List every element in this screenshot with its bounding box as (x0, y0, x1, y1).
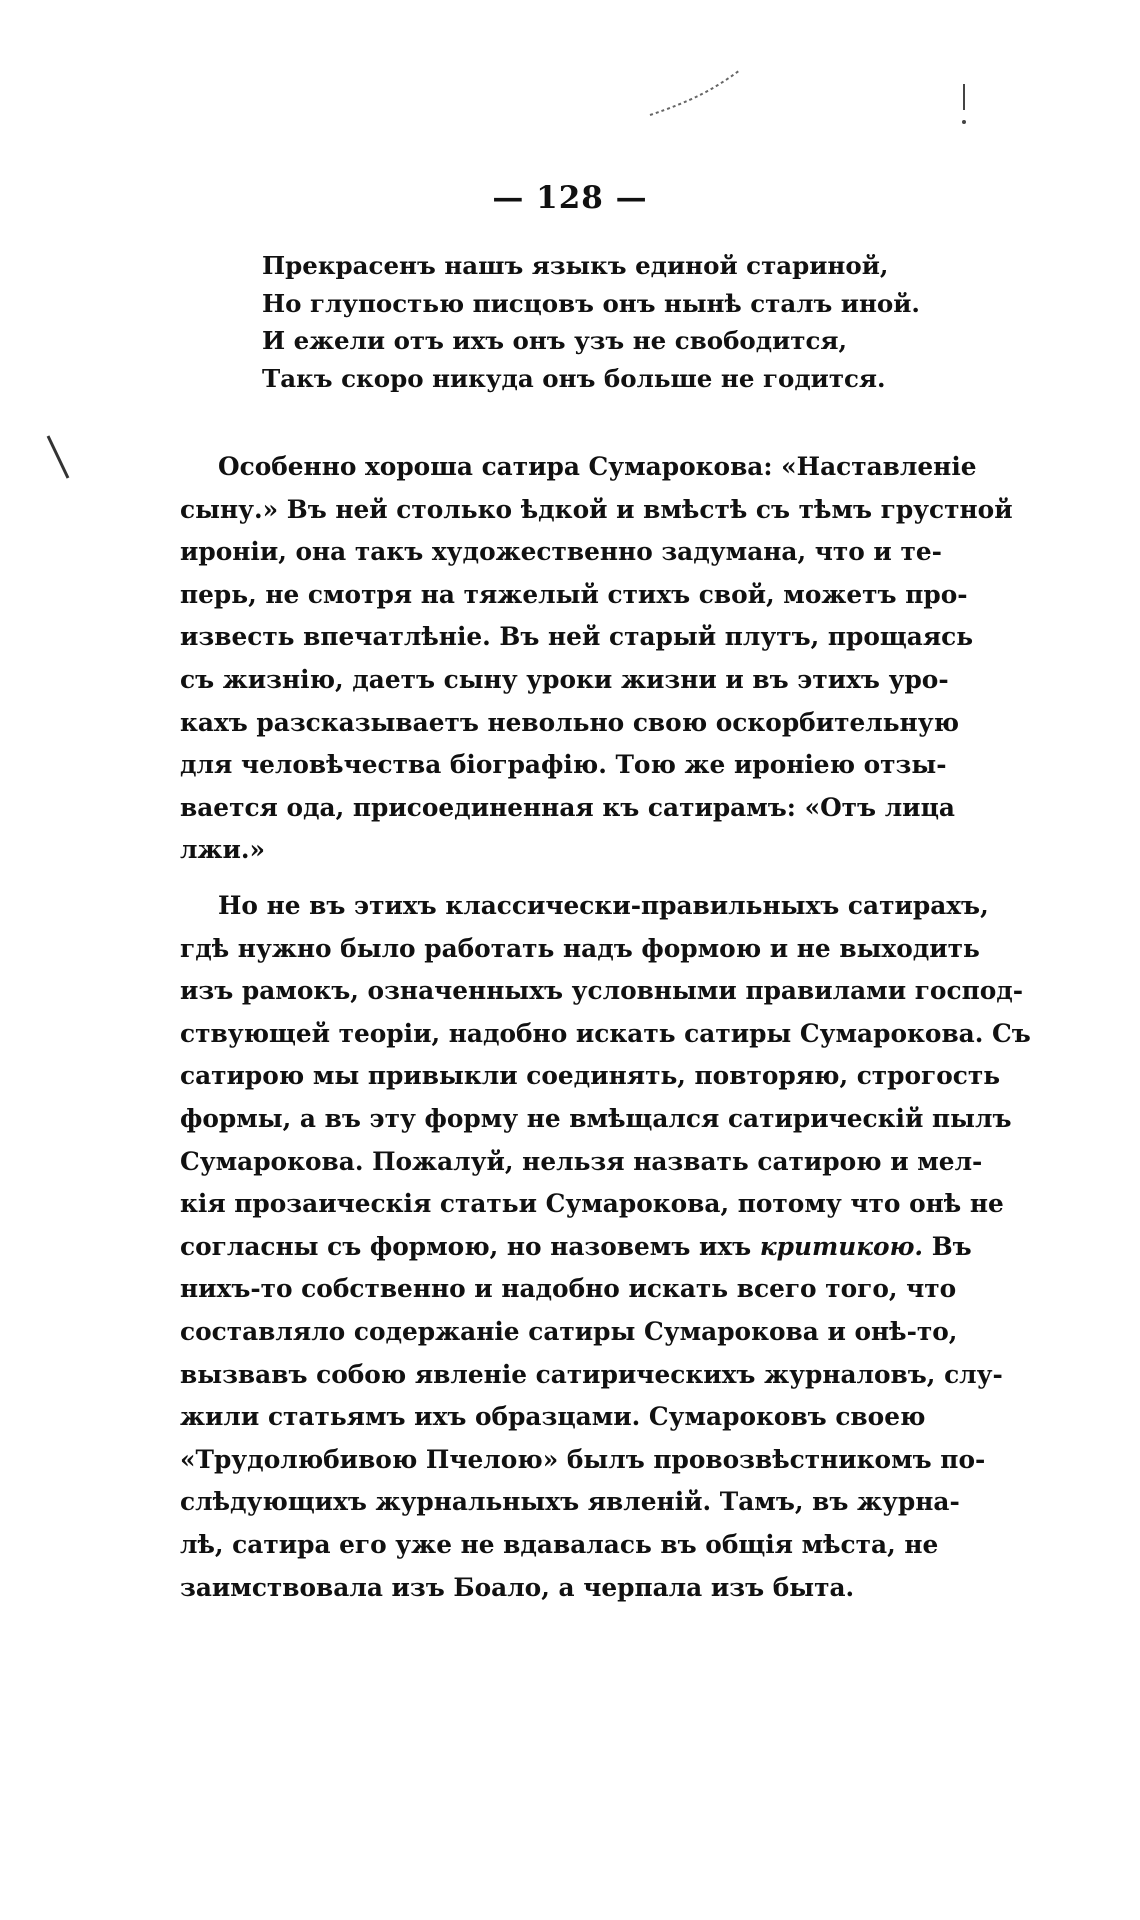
italic-term: критикою. (759, 1231, 924, 1261)
text-line: известь впечатлѣніе. Въ ней старый плутъ, прощаясь (180, 622, 974, 652)
poem-line: Но глупостью писцовъ онъ нынѣ сталъ иной. (262, 288, 920, 318)
poem-line: И ежели отъ ихъ онъ узъ не свободится, (262, 326, 847, 355)
text-line: формы, а въ эту форму не вмѣщался сатирическій пылъ (180, 1103, 1012, 1133)
text-line: «Трудолюбивою Пчелою» былъ провозвѣстникомъ по- (180, 1444, 986, 1474)
text-line: вается ода, присоединенная къ сатирамъ: «Отъ лица (180, 792, 955, 822)
text-line: кахъ разсказываетъ невольно свою оскорбительную (180, 707, 960, 737)
text-line: жили статьямъ ихъ образцами. Сумароковъ своею (180, 1402, 926, 1432)
text-line: для человѣчества біографію. Тою же ироніею отзы- (180, 750, 947, 780)
text-line: сыну.» Въ ней столько ѣдкой и вмѣстѣ съ тѣмъ грустной (180, 494, 1013, 524)
poem-line: Такъ скоро никуда онъ больше не годится. (262, 363, 886, 393)
text-line: съ жизнію, даетъ сыну уроки жизни и въ этихъ уро- (180, 664, 949, 694)
page-number: — 128 — (492, 180, 648, 216)
text-line-with-italic (180, 1226, 1040, 1269)
text-line: сатирою мы привыкли соединять, повторяю, строгость (180, 1061, 1001, 1091)
paragraph-prose-satire (180, 885, 1040, 1609)
scan-artifact-mark (40, 430, 80, 490)
text-line: кія прозаическія статьи Сумарокова, потому что онѣ не (180, 1189, 1004, 1219)
poem-line: Прекрасенъ нашъ языкъ единой стариной, (262, 251, 889, 280)
text-line: Особенно хороша сатира Сумарокова: «Наставленіе (218, 452, 977, 481)
text-line: перь, не смотря на тяжелый стихъ свой, можетъ про- (180, 579, 968, 609)
text-line: слѣдующихъ журнальныхъ явленій. Тамъ, въ журна- (180, 1487, 960, 1517)
text-line: Сумарокова. Пожалуй, нельзя назвать сатирою и мел- (180, 1146, 983, 1176)
text-line: лжи.» (180, 835, 266, 865)
text-line: заимствовала изъ Боало, а черпала изъ быта. (180, 1572, 855, 1602)
text-line: ствующей теоріи, надобно искать сатиры Сумарокова. Съ (180, 1018, 1031, 1048)
text-fragment: Въ (931, 1231, 972, 1261)
text-line: вызвавъ собою явленіе сатирическихъ журналовъ, слу- (180, 1359, 1003, 1389)
poem-stanza (262, 247, 962, 397)
text-line: составляло содержаніе сатиры Сумарокова и онѣ-то, (180, 1316, 958, 1346)
text-line: Но не въ этихъ классически-правильныхъ сатирахъ, (218, 891, 989, 920)
text-line: изъ рамокъ, означенныхъ условными правилами господ- (180, 976, 1024, 1006)
paragraph-satire-nastavlenie (180, 446, 1040, 872)
text-line: лѣ, сатира его уже не вдавалась въ общія мѣста, не (180, 1529, 939, 1559)
text-fragment: согласны съ формою, но назовемъ ихъ (180, 1231, 752, 1261)
scan-artifact-mark (958, 80, 970, 130)
text-line: ироніи, она такъ художественно задумана, что и те- (180, 537, 942, 567)
text-line: нихъ-то собственно и надобно искать всего того, что (180, 1274, 957, 1304)
scan-artifact-mark (640, 60, 750, 130)
text-line: гдѣ нужно было работать надъ формою и не выходить (180, 933, 980, 963)
